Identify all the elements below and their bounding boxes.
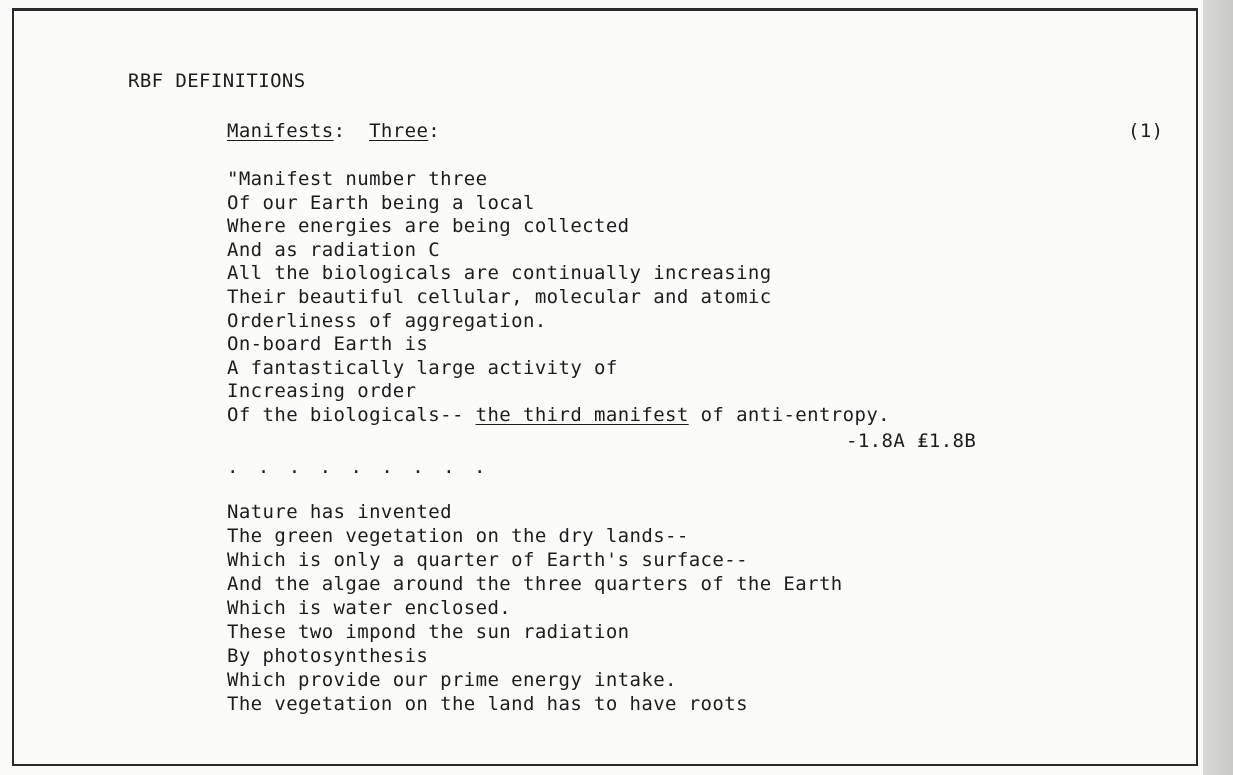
section-subheading: Manifests: Three:: [227, 120, 441, 142]
third-manifest-phrase: the third manifest: [475, 403, 689, 426]
stanza-line: These two impond the sun radiation: [227, 621, 630, 643]
stanza-line: By photosynthesis: [227, 645, 429, 667]
stanza-line: The vegetation on the land has to have roots: [227, 693, 748, 715]
stanza-one: [227, 168, 890, 428]
stanza-line: Where energies are being collected: [227, 215, 630, 238]
stanza-line: Increasing order: [227, 380, 417, 403]
page-number: (1): [1128, 120, 1164, 142]
ellipsis-separator: . . . . . . . . .: [227, 456, 490, 478]
stanza-line-final: Of the biologicals-- the third manifest of anti-entropy.: [227, 403, 890, 426]
stanza-line: All the biologicals are continually increasing: [227, 262, 772, 285]
stanza-line: Their beautiful cellular, molecular and atomic: [227, 285, 772, 308]
stanza-line: Which is only a quarter of Earth's surface--: [227, 549, 748, 571]
stanza-line: Nature has invented: [227, 501, 452, 523]
stanza-line: And the algae around the three quarters of the Earth: [227, 573, 843, 595]
subheading-three: Three: [369, 120, 429, 142]
stanza-line: Of our Earth being a local: [227, 191, 535, 214]
stanza-line: Orderliness of aggregation.: [227, 309, 547, 332]
document-heading: RBF DEFINITIONS: [128, 70, 306, 92]
stanza-line: "Manifest number three: [227, 168, 488, 190]
stanza-line: A fantastically large activity of: [227, 356, 618, 379]
scan-edge: [1203, 0, 1233, 775]
subheading-manifests: Manifests: [227, 120, 334, 142]
stanza-line: Which is water enclosed.: [227, 597, 512, 619]
stanza-line: Which provide our prime energy intake.: [227, 669, 677, 691]
reference-code: -1.8A ₤1.8B: [846, 430, 977, 452]
stanza-line: The green vegetation on the dry lands--: [227, 525, 689, 547]
stanza-line: On-board Earth is: [227, 333, 429, 356]
stanza-two: [227, 500, 843, 716]
stanza-line: And as radiation C: [227, 238, 441, 261]
